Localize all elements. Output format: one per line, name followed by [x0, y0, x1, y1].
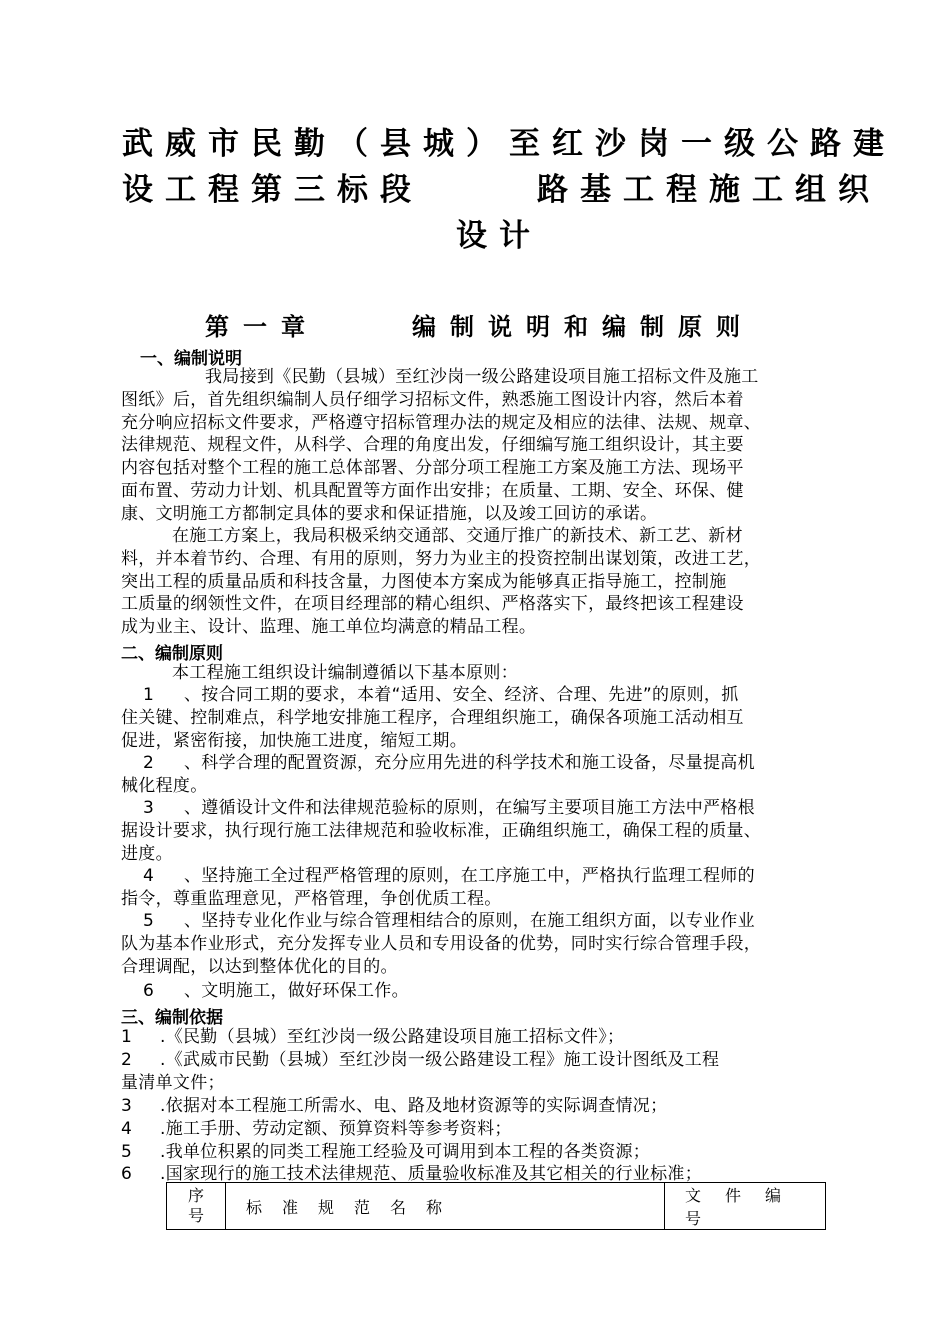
- principle-number: 6: [143, 981, 155, 1001]
- paragraph-1-line: 图纸》后，首先组织编制人员仔细学习招标文件，熟悉施工图设计内容，然后本着: [121, 389, 744, 410]
- basis-line: .《武威市民勤（县城）至红沙岗一级公路建设工程》施工设计图纸及工程: [160, 1050, 720, 1070]
- basis-number: 4: [121, 1119, 133, 1139]
- standards-table: [166, 1182, 826, 1230]
- basis-line: .《民勤（县城）至红沙岗一级公路建设项目施工招标文件》；: [160, 1027, 625, 1047]
- principle-line: 促进，紧密衔接，加快施工进度，缩短工期。: [121, 730, 467, 751]
- principle-line: 合理调配，以达到整体优化的目的。: [121, 956, 398, 977]
- principle-line: 、科学合理的配置资源，充分应用先进的科学技术和施工设备，尽量提高机: [184, 753, 755, 773]
- basis-line: .国家现行的施工技术法律规范、质量验收标准及其它相关的行业标准；: [160, 1164, 703, 1184]
- principle-line: 、按合同工期的要求，本着“适用、安全、经济、合理、先进”的原则，抓: [184, 685, 739, 705]
- principle-line: 、遵循设计文件和法律规范验标的原则，在编写主要项目施工方法中严格根: [184, 798, 755, 818]
- chapter-label: 第一章: [205, 313, 319, 341]
- table-header-row: [167, 1183, 826, 1230]
- paragraph-1-line: 法律规范、规程文件，从科学、合理的角度出发，仔细编写施工组织设计，其主要: [121, 435, 744, 456]
- principle-line: 队为基本作业形式，充分发挥专业人员和专用设备的优势，同时实行综合管理手段，: [121, 933, 762, 954]
- document-title-line-2b: 路基工程施工组织: [537, 172, 881, 208]
- basis-line: .依据对本工程施工所需水、电、路及地材资源等的实际调查情况；: [160, 1096, 668, 1116]
- basis-line: 量清单文件；: [121, 1072, 225, 1093]
- section-heading-1: 一、编制说明: [140, 349, 242, 369]
- basis-line: .施工手册、劳动定额、预算资料等参考资料；: [160, 1119, 512, 1139]
- principle-number: 3: [143, 798, 155, 818]
- principle-line: 据设计要求，执行现行施工法律规范和验收标准，正确组织施工，确保工程的质量、: [121, 820, 762, 841]
- paragraph-2-line: 成为业主、设计、监理、施工单位均满意的精品工程。: [121, 617, 537, 638]
- paragraph-1-line: 内容包括对整个工程的施工总体部署、分部分项工程施工方案及施工方法、现场平: [121, 458, 744, 479]
- principle-line: 、文明施工，做好环保工作。: [184, 981, 409, 1001]
- basis-number: 6: [121, 1164, 133, 1184]
- principle-line: 指令，尊重监理意见，严格管理，争创优质工程。: [121, 888, 502, 909]
- document-title-line-3: 设计: [456, 218, 542, 254]
- principle-line: 、坚持施工全过程严格管理的原则，在工序施工中，严格执行监理工程师的: [184, 866, 755, 886]
- paragraph-1-line: 面布置、劳动力计划、机具配置等方面作出安排；在质量、工期、安全、环保、健: [121, 481, 744, 501]
- paragraph-1-line: 我局接到《民勤（县城）至红沙岗一级公路建设项目施工招标文件及施工: [205, 367, 759, 387]
- section-heading-3: 三、编制依据: [121, 1008, 223, 1028]
- principle-line: 械化程度。: [121, 775, 208, 796]
- section-heading-2: 二、编制原则: [121, 644, 223, 664]
- principles-intro: 本工程施工组织设计编制遵循以下基本原则：: [172, 663, 518, 683]
- paragraph-2-line: 在施工方案上，我局积极采纳交通部、交通厅推广的新技术、新工艺、新材: [172, 526, 743, 546]
- principle-number: 1: [143, 685, 155, 705]
- paragraph-1-line: 康、文明施工方都制定具体的要求和保证措施，以及竣工回访的承诺。: [121, 503, 658, 524]
- principle-line: 进度。: [121, 843, 173, 864]
- paragraph-2-line: 料，并本着节约、合理、有用的原则，努力为业主的投资控制出谋划策，改进工艺，: [121, 548, 762, 569]
- principle-line: 住关键、控制难点，科学地安排施工程序，合理组织施工，确保各项施工活动相互: [121, 707, 744, 728]
- table-header-seq: [167, 1183, 226, 1230]
- document-title-line-1: 武威市民勤（县城）至红沙岗一级公路建: [122, 126, 896, 162]
- table-header-standard-name: 标准规范名称: [226, 1183, 665, 1230]
- document-title-line-2a: 设工程第三标段: [122, 172, 423, 208]
- principle-line: 、坚持专业化作业与综合管理相结合的原则，在施工组织方面，以专业作业: [184, 911, 755, 931]
- chapter-name: 编制说明和编制原则: [412, 313, 754, 341]
- paragraph-2-line: 工质量的纲领性文件，在项目经理部的精心组织、严格落实下，最终把该工程建设: [121, 594, 744, 615]
- basis-number: 1: [121, 1027, 133, 1047]
- principle-number: 5: [143, 911, 155, 931]
- basis-line: .我单位积累的同类工程施工经验及可调用到本工程的各类资源；: [160, 1142, 651, 1162]
- paragraph-1-line: 充分响应招标文件要求，严格遵守招标管理办法的规定及相应的法律、法规、规章、: [121, 412, 762, 433]
- paragraph-2-line: 突出工程的质量品质和科技含量，力图使本方案成为能够真正指导施工，控制施: [121, 571, 727, 592]
- basis-number: 3: [121, 1096, 133, 1116]
- table-header-seq-line-2: 号: [187, 1206, 204, 1225]
- basis-number: 5: [121, 1142, 133, 1162]
- principle-number: 4: [143, 866, 155, 886]
- table-header-seq-line-1: 序: [187, 1186, 204, 1205]
- principle-number: 2: [143, 753, 155, 773]
- table-header-file-number: 文件编号: [665, 1183, 826, 1230]
- basis-number: 2: [121, 1050, 133, 1070]
